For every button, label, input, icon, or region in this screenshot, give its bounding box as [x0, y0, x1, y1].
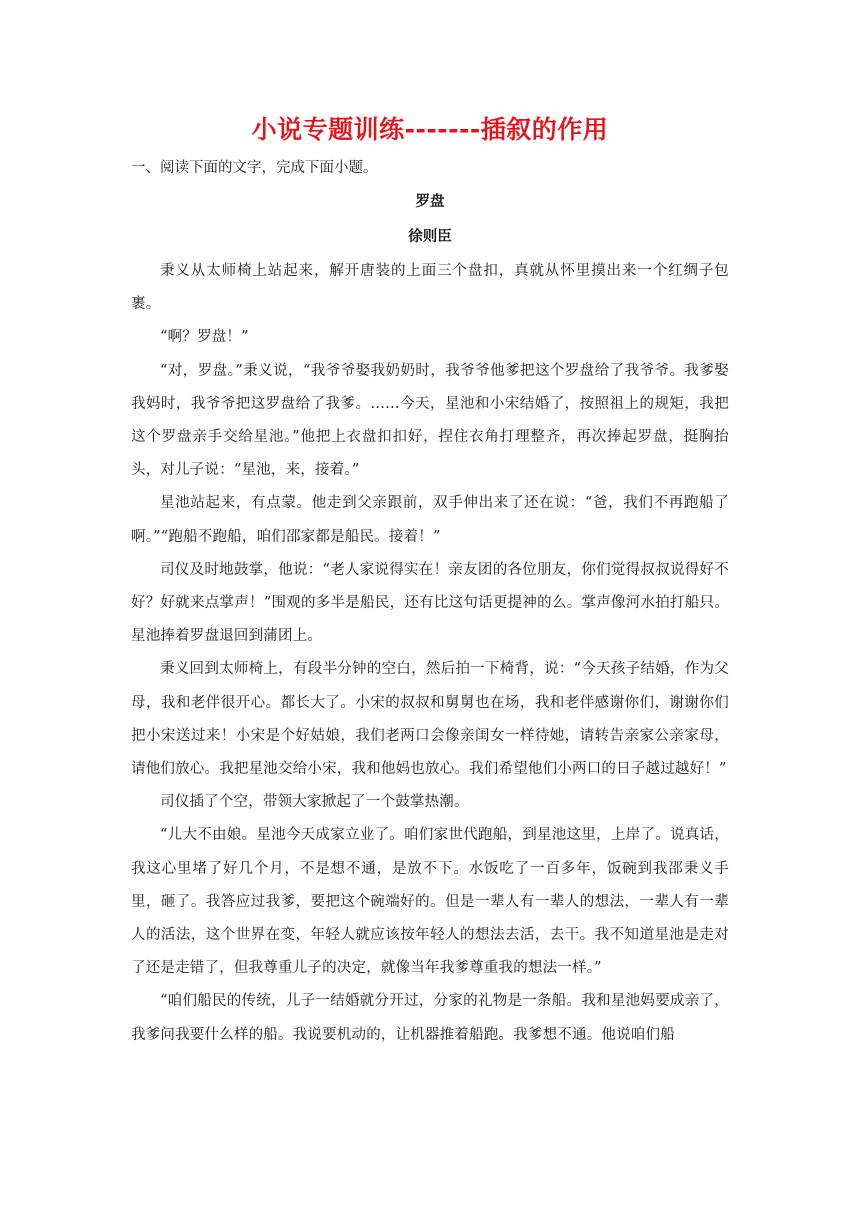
- story-body: [131, 255, 729, 1052]
- paragraph: 星池站起来，有点蒙。他走到父亲跟前，双手伸出来了还在说：“爸，我们不再跑船了啊。”“跑船不跑船，咱们邵家都是船民。接着！”: [131, 495, 729, 545]
- story-author: 徐则臣: [408, 228, 452, 245]
- document-title: 小说专题训练-------插叙的作用: [251, 115, 609, 144]
- question-prompt: 一、阅读下面的文字，完成下面小题。: [131, 160, 378, 176]
- paragraph: “儿大不由娘。星池今天成家立业了。咱们家世代跑船，到星池这里，上岸了。说真话，我这心里堵了好几个月，不是想不通，是放不下。水饭吃了一百多年，饭碗到我邵秉义手里，砸了。我答应过我爹，要把这个碗端好的。但是一辈人有一辈人的想法，一辈人有一辈人的活法，这个世界在变，年轻人就应该按年轻人的想法去活，去干。我不知道星池是走对了还是走错了，但我尊重儿子的决定，就像当年我爹尊重我的想法一样。”: [131, 827, 729, 977]
- paragraph: “咱们船民的传统，儿子一结婚就分开过，分家的礼物是一条船。我和星池妈要成亲了，我爹问我要什么样的船。我说要机动的，让机器推着船跑。我爹想不通。他说咱们船: [131, 993, 729, 1043]
- paragraph: 司仪及时地鼓掌，他说：“老人家说得实在！亲友团的各位朋友，你们觉得叔叔说得好不好？好就来点掌声！”围观的多半是船民，还有比这句话更提神的么。掌声像河水拍打船只。星池捧着罗盘退回到蒲团上。: [131, 561, 729, 645]
- paragraph: 秉义回到太师椅上，有段半分钟的空白，然后拍一下椅背，说：“今天孩子结婚，作为父母，我和老伴很开心。都长大了。小宋的叔叔和舅舅也在场，我和老伴感谢你们，谢谢你们把小宋送过来！小宋是个好姑娘，我们老两口会像亲闺女一样待她，请转告亲家公亲家母，请他们放心。我把星池交给小宋，我和他妈也放心。我们希望他们小两口的日子越过越好！”: [131, 661, 729, 778]
- paragraph: “啊？罗盘！”: [160, 329, 249, 346]
- story-title: 罗盘: [415, 193, 445, 210]
- paragraph: “对，罗盘。”秉义说，“我爷爷娶我奶奶时，我爷爷他爹把这个罗盘给了我爷爷。我爹娶我妈时，我爷爷把这罗盘给了我爹。……今天，星池和小宋结婚了，按照祖上的规矩，我把这个罗盘亲手交给星池。”他把上衣盘扣扣好，捏住衣角打理整齐，再次捧起罗盘，挺胸抬头，对儿子说：“星池，来，接着。”: [131, 362, 729, 479]
- paragraph: 秉义从太师椅上站起来，解开唐装的上面三个盘扣，真就从怀里摸出来一个红绸子包裹。: [131, 263, 729, 313]
- paragraph: 司仪插了个空，带领大家掀起了一个鼓掌热潮。: [160, 794, 469, 811]
